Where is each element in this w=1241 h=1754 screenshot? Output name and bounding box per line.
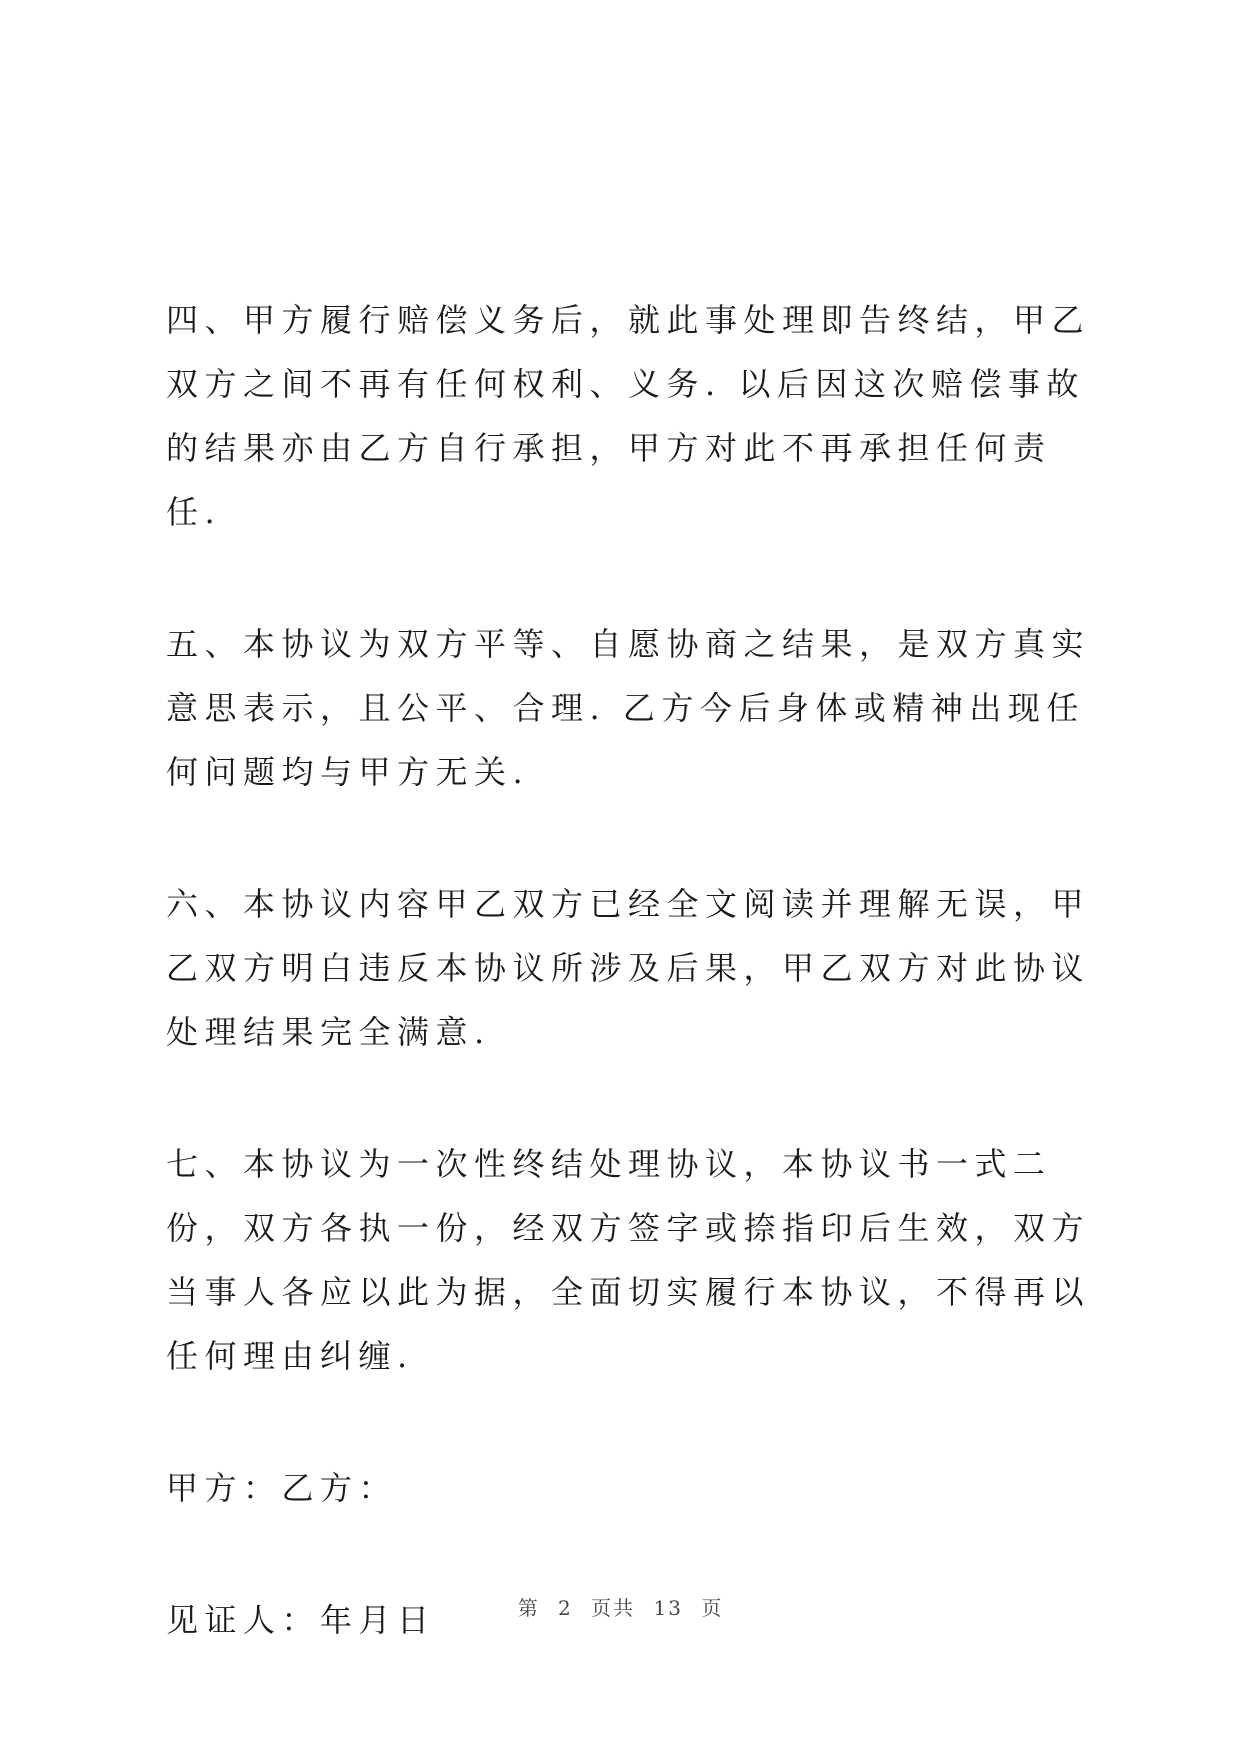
footer-suffix: 页 — [701, 1596, 724, 1620]
footer-total-pages: 13 — [653, 1596, 683, 1620]
clause-7: 七、本协议为一次性终结处理协议，本协议书一式二份，双方各执一份，经双方签字或捺指印后生效，双方当事人各应以此为据，全面切实履行本协议，不得再以任何理由纠缠. — [166, 1145, 1091, 1375]
signature-parties: 甲方：乙方： — [166, 1469, 398, 1507]
footer-prefix: 第 — [517, 1596, 540, 1620]
document-body — [166, 288, 1096, 1652]
signature-witness-date: 见证人：年月日 — [166, 1601, 436, 1639]
page-footer — [0, 1592, 1241, 1621]
clause-6: 六、本协议内容甲乙双方已经全文阅读并理解无误，甲乙双方明白违反本协议所涉及后果，甲乙双方对此协议处理结果完全满意. — [166, 885, 1091, 1051]
clause-5: 五、本协议为双方平等、自愿协商之结果，是双方真实意思表示，且公平、合理. 乙方今后身体或精神出现任何问题均与甲方无关. — [166, 625, 1091, 791]
clause-4: 四、甲方履行赔偿义务后，就此事处理即告终结，甲乙双方之间不再有任何权利、义务. 以后因这次赔偿事故的结果亦由乙方自行承担，甲方对此不再承担任何责任. — [166, 301, 1091, 531]
footer-current-page: 2 — [558, 1596, 573, 1620]
footer-middle: 页共 — [591, 1596, 636, 1620]
